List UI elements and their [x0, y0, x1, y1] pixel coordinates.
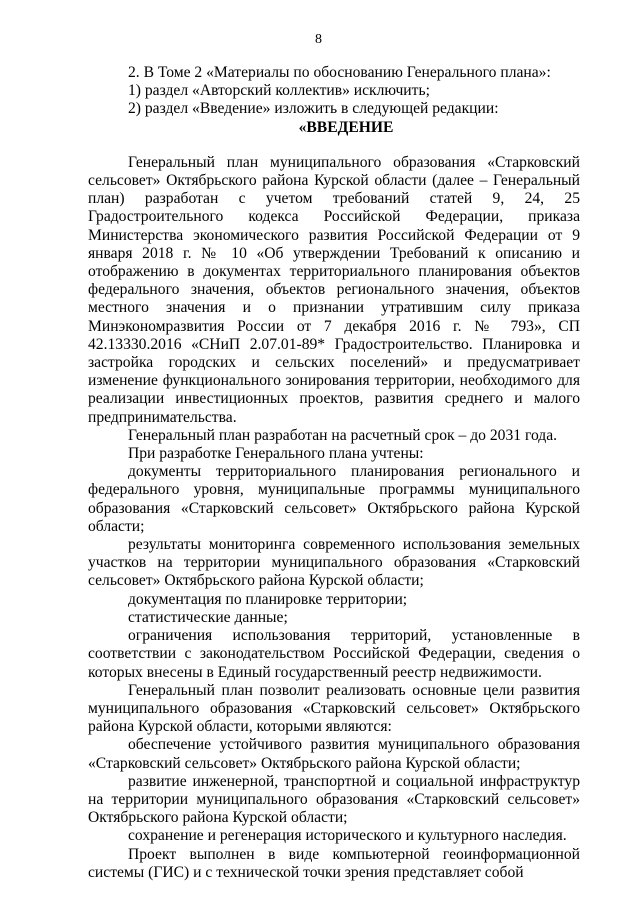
- list-paragraph: документация по планировке территории;: [128, 590, 408, 608]
- list-paragraph: развитие инженерной, транспортной и социальной инфраструктур на территории муниципального образования «Старковский сельсовет» Октябрьского района Курской области;: [88, 772, 580, 827]
- amendment-line: 2) раздел «Введение» изложить в следующей редакции:: [128, 100, 499, 118]
- list-paragraph: документы территориального планирования регионального и федерального уровня, муниципальные программы муниципального образования «Старковский сельсовет» Октябрьского района Курской области;: [88, 463, 580, 535]
- amendment-line: 1) раздел «Авторский коллектив» исключить;: [128, 82, 430, 100]
- amendment-line: 2. В Томе 2 «Материалы по обоснованию Генерального плана»:: [128, 64, 551, 81]
- section-heading: «ВВЕДЕНИЕ: [298, 118, 394, 136]
- body-paragraph: Генеральный план позволит реализовать основные цели развития муниципального образования «Старковский сельсовет» Октябрьского района Курской области, которыми являются:: [88, 681, 580, 736]
- body-paragraph: Генеральный план муниципального образования «Старковский сельсовет» Октябрьского района Курской области (далее – Генеральный план) разработан с учетом требований статей 9, 24, 25 Градостроительного кодекса Российской Федерации, приказа Министерства экономического развития Российской Федерации от 9 января 2018 г. № 10 «Об утверждении Требований к описанию и отображению в документах территориального планирования объектов федерального значения, объектов регионального значения, объектов местного значения и о признании утратившим силу приказа Минэкономразвития России от 7 декабря 2016 г. № 793», СП 42.13330.2016 «СНиП 2.07.01-89* Градостроительство. Планировка и застройка городских и сельских поселений» и предусматривает изменение функционального зонирования территории, необходимого для реализации инвестиционных проектов, развития среднего и малого предпринимательства.: [88, 153, 580, 426]
- body-paragraph: Проект выполнен в виде компьютерной геоинформационной системы (ГИС) и с технической точки зрения представляет собой: [88, 845, 580, 881]
- list-paragraph: обеспечение устойчивого развития муниципального образования «Старковский сельсовет» Октябрьского района Курской области;: [88, 736, 580, 772]
- body-paragraph: При разработке Генерального плана учтены:: [128, 445, 424, 463]
- list-paragraph: результаты мониторинга современного использования земельных участков на территории муниципального образования «Старковский сельсовет» Октябрьского района Курской области;: [88, 536, 580, 590]
- list-paragraph: сохранение и регенерация исторического и культурного наследия.: [128, 827, 567, 845]
- page-number: 8: [315, 32, 322, 47]
- list-paragraph: статистические данные;: [128, 608, 288, 626]
- list-paragraph: ограничения использования территорий, установленные в соответствии с законодательством Российской Федерации, сведения о которых внесены в Единый государственный реестр недвижимости.: [88, 627, 580, 681]
- body-paragraph: Генеральный план разработан на расчетный срок – до 2031 года.: [128, 426, 558, 444]
- document-text: [88, 64, 580, 882]
